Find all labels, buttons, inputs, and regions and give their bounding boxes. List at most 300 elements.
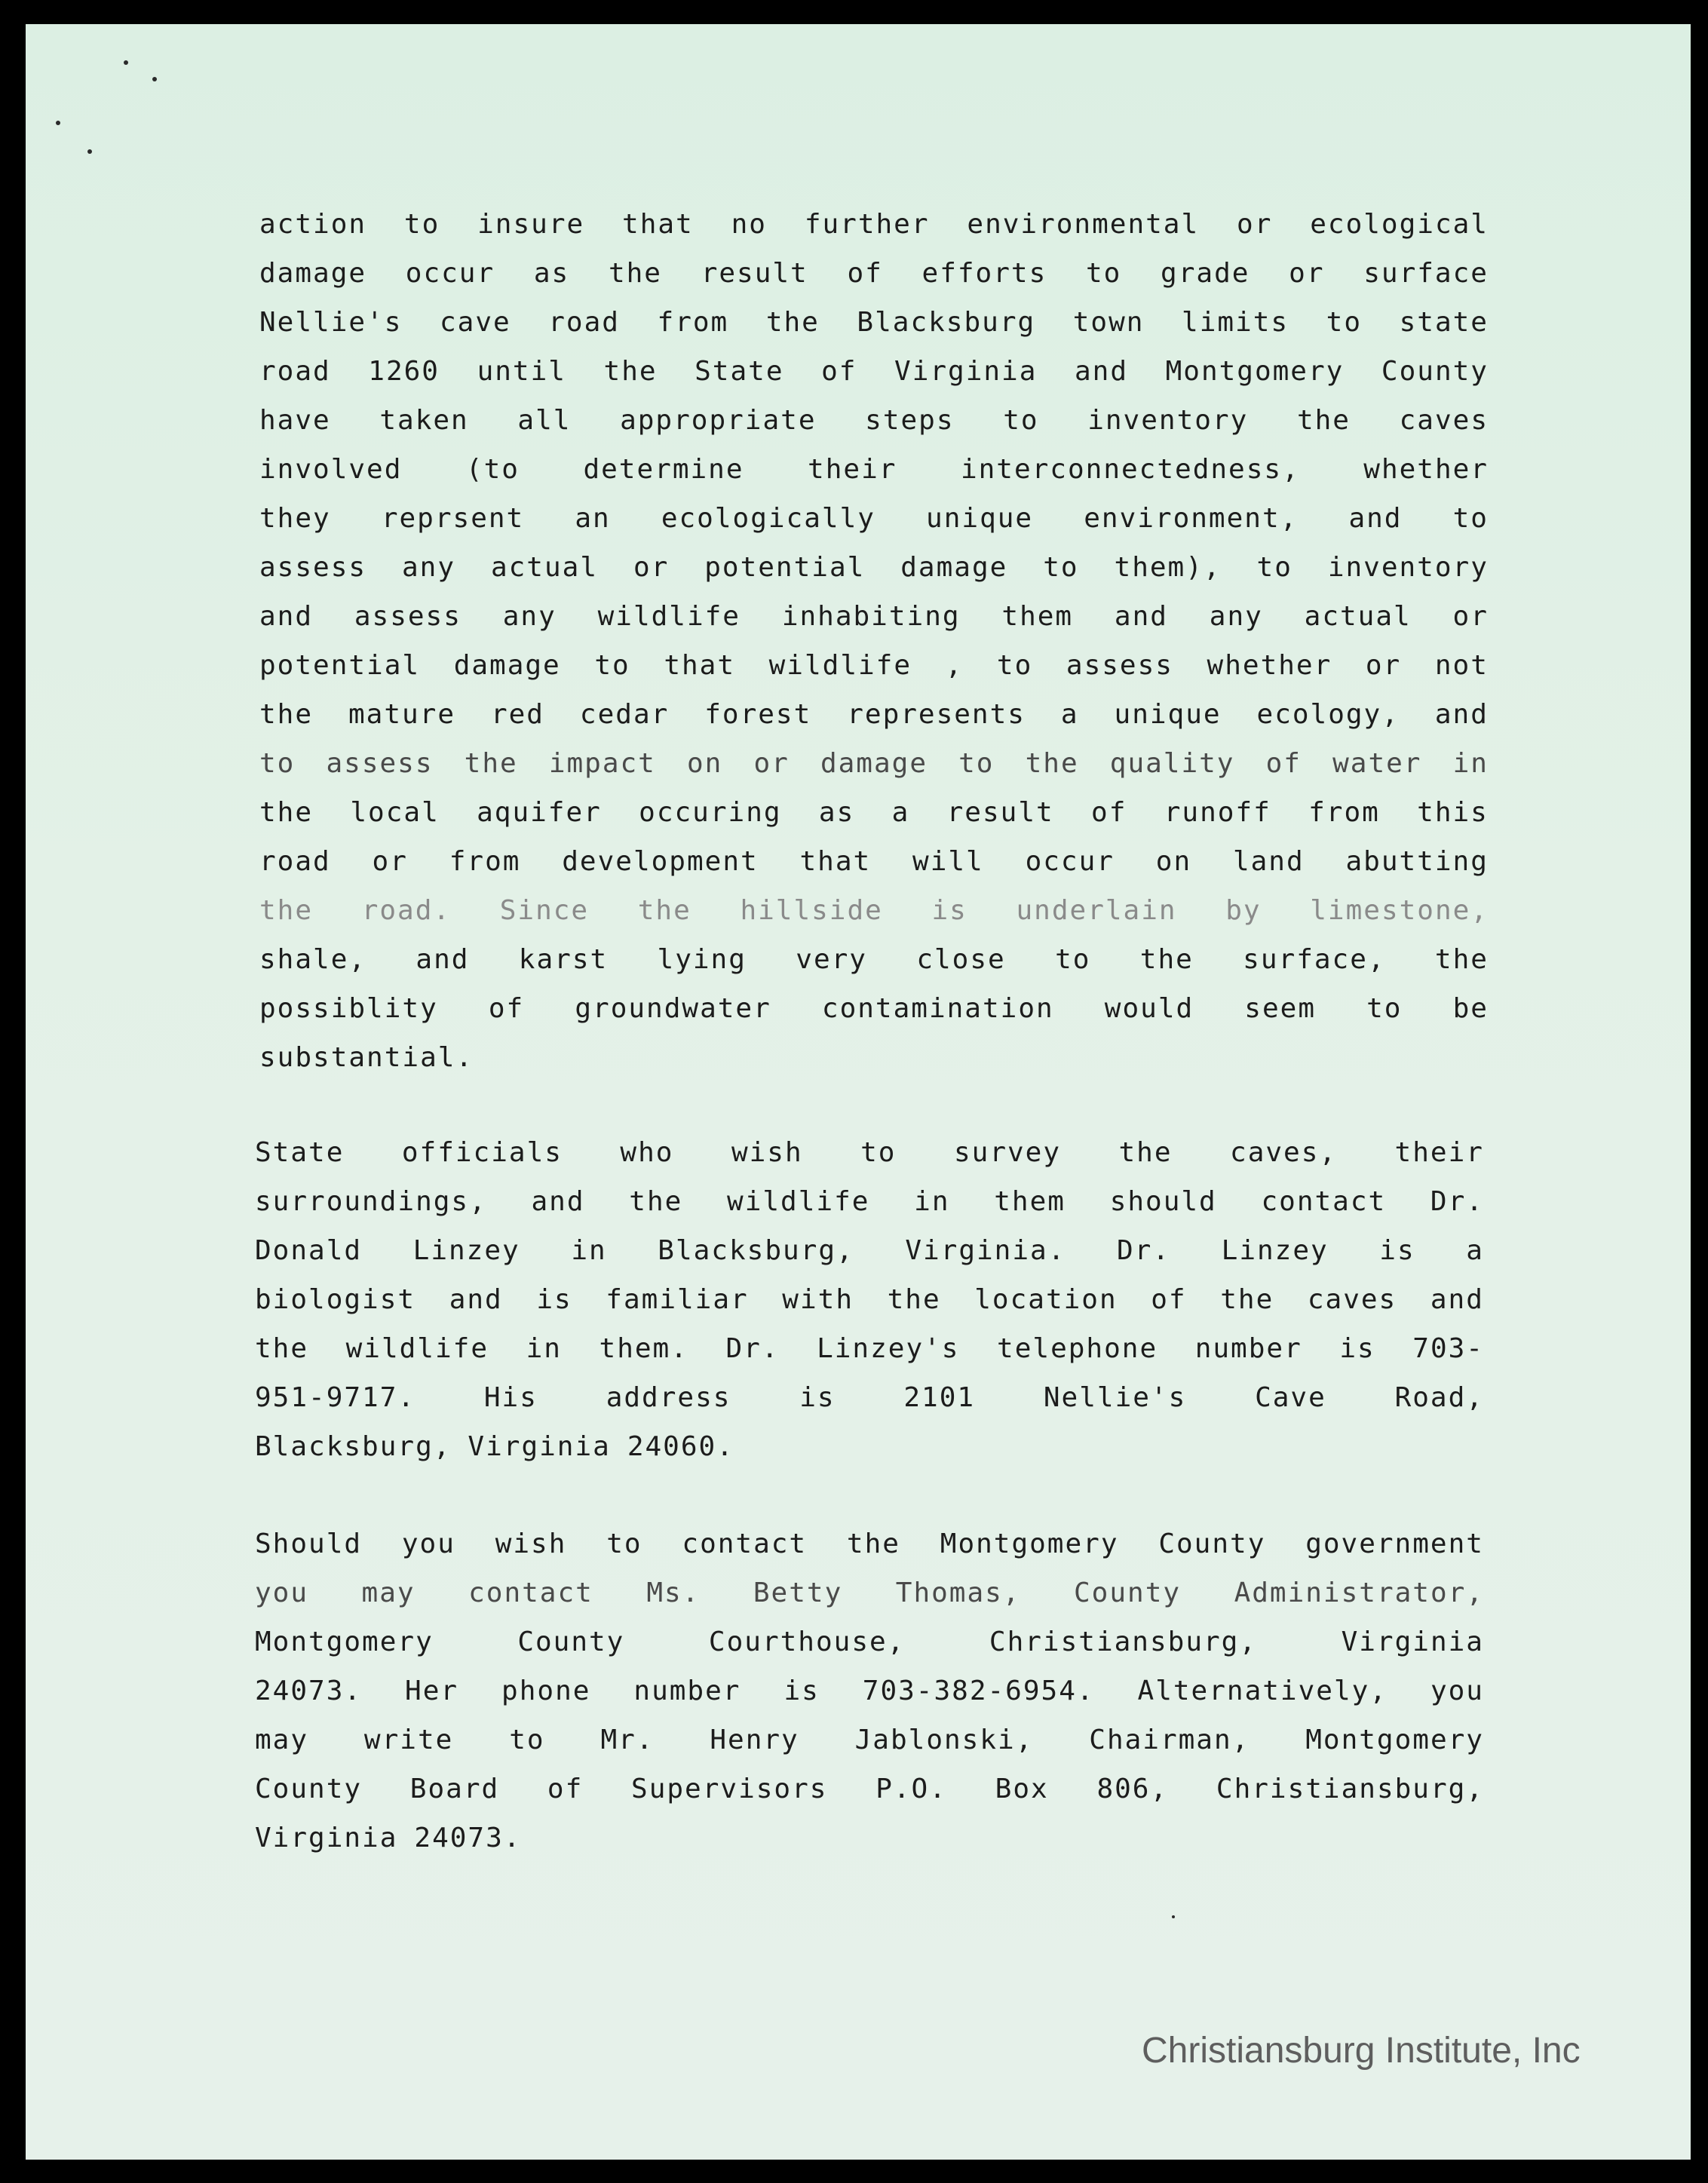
word: the: [637, 895, 691, 926]
word: potential: [259, 650, 421, 681]
word: is: [783, 1676, 820, 1706]
word: biologist: [255, 1284, 416, 1315]
word: road.: [361, 895, 452, 926]
word: local: [350, 797, 440, 828]
word: of: [488, 993, 525, 1024]
word: Since: [499, 895, 590, 926]
word: damage: [259, 258, 367, 289]
word: the: [255, 1333, 309, 1364]
text-line: [259, 592, 1489, 641]
word: close: [916, 944, 1006, 975]
word: to: [1085, 258, 1122, 289]
word: the: [887, 1284, 941, 1315]
word: or: [372, 846, 408, 877]
word: inventory: [1327, 552, 1489, 583]
word: Her: [405, 1676, 459, 1706]
word: of: [1091, 797, 1127, 828]
word: to: [403, 209, 440, 240]
text-line: [259, 641, 1489, 690]
word: lying: [657, 944, 747, 975]
word: or: [753, 748, 790, 779]
word: land: [1232, 846, 1305, 877]
word: 24060.: [627, 1431, 734, 1462]
text-line: [255, 1764, 1484, 1814]
text-line: [259, 837, 1489, 886]
text-line: [255, 1373, 1484, 1422]
word: Virginia: [1341, 1627, 1484, 1657]
word: and: [1430, 1284, 1484, 1315]
word: to: [996, 650, 1033, 681]
word: number: [633, 1676, 741, 1706]
word: insure: [477, 209, 585, 240]
text-line: [255, 1226, 1484, 1275]
word: unique: [926, 503, 1034, 534]
word: limestone,: [1310, 895, 1489, 926]
paper-speck: [56, 121, 60, 125]
word: aquifer: [477, 797, 602, 828]
word: Linzey: [1221, 1235, 1329, 1266]
word: and: [1114, 601, 1168, 632]
word: the: [629, 1186, 683, 1217]
word: possiblity: [259, 993, 438, 1024]
word: them),: [1114, 552, 1222, 583]
word: wildlife: [597, 601, 741, 632]
word: is: [1379, 1235, 1415, 1266]
word: of: [821, 356, 857, 387]
word: taken: [379, 405, 469, 436]
text-line: [259, 494, 1489, 543]
word: and: [259, 601, 314, 632]
text-line: [259, 1033, 1489, 1082]
word: contact: [468, 1577, 593, 1608]
word: should: [1109, 1186, 1217, 1217]
word: or: [1289, 258, 1325, 289]
word: Blacksburg,: [658, 1235, 854, 1266]
word: reprsent: [381, 503, 525, 534]
word: caves,: [1230, 1137, 1338, 1168]
word: steps: [865, 405, 955, 436]
word: damage: [820, 748, 928, 779]
word: the: [1434, 944, 1489, 975]
word: them: [994, 1186, 1066, 1217]
word: government: [1305, 1528, 1484, 1559]
word: County: [255, 1774, 363, 1804]
word: the: [608, 258, 662, 289]
paragraph-environmental-action: [259, 200, 1489, 1082]
word: may: [361, 1577, 416, 1608]
word: Betty: [753, 1577, 843, 1608]
word: Donald: [255, 1235, 363, 1266]
word: ecologically: [661, 503, 875, 534]
word: that: [799, 846, 872, 877]
word: occur: [1025, 846, 1115, 877]
word: in: [914, 1186, 950, 1217]
word: result: [946, 797, 1054, 828]
word: County: [517, 1627, 625, 1657]
word: Henry: [710, 1725, 799, 1755]
word: road: [259, 356, 331, 387]
word: very: [796, 944, 867, 975]
word: 24073.: [414, 1823, 522, 1853]
word: water: [1332, 748, 1422, 779]
word: involved: [259, 454, 403, 485]
word: to: [860, 1137, 897, 1168]
word: assess: [354, 601, 461, 632]
word: Administrator,: [1234, 1577, 1484, 1608]
word: from: [1308, 797, 1380, 828]
text-line: [255, 1519, 1484, 1568]
text-line: [255, 1814, 1484, 1863]
word: County: [1074, 1577, 1182, 1608]
word: Montgomery: [940, 1528, 1119, 1559]
word: until: [477, 356, 566, 387]
word: grade: [1161, 258, 1250, 289]
word: them.: [599, 1333, 688, 1364]
word: assess: [259, 552, 367, 583]
word: contact: [1261, 1186, 1387, 1217]
paper-speck: [87, 149, 92, 154]
word: or: [633, 552, 670, 583]
word: wildlife: [727, 1186, 870, 1217]
word: Dr.: [725, 1333, 780, 1364]
word: surroundings,: [255, 1186, 487, 1217]
word: State: [255, 1137, 345, 1168]
word: abutting: [1345, 846, 1489, 877]
word: environment,: [1084, 503, 1299, 534]
text-line: [259, 739, 1489, 788]
word: any: [1209, 601, 1263, 632]
word: to: [958, 748, 995, 779]
text-line: [259, 690, 1489, 739]
word: ecological: [1310, 209, 1489, 240]
word: and: [531, 1186, 585, 1217]
word: 806,: [1096, 1774, 1169, 1804]
word: write: [363, 1725, 454, 1755]
word: Blacksburg: [857, 307, 1036, 338]
word: Montgomery: [255, 1627, 434, 1657]
word: to: [594, 650, 630, 681]
word: to: [1452, 503, 1489, 534]
word: Thomas,: [895, 1577, 1021, 1608]
word: them: [1001, 601, 1074, 632]
text-line: [259, 886, 1489, 935]
word: may: [255, 1725, 309, 1755]
word: whether: [1207, 650, 1332, 681]
word: or: [1237, 209, 1273, 240]
word: 1260: [368, 356, 440, 387]
word: to: [1326, 307, 1363, 338]
word: any: [502, 601, 557, 632]
text-line: [259, 298, 1489, 347]
word: damage: [453, 650, 561, 681]
word: wildlife: [768, 650, 912, 681]
word: state: [1399, 307, 1489, 338]
word: the: [259, 699, 314, 730]
word: from: [449, 846, 521, 877]
word: you: [255, 1577, 309, 1608]
word: as: [818, 797, 855, 828]
word: of: [547, 1774, 584, 1804]
text-line: [259, 445, 1489, 494]
word: ,: [945, 650, 964, 681]
text-line: [255, 1568, 1484, 1617]
word: contamination: [821, 993, 1054, 1024]
word: occuring: [639, 797, 782, 828]
word: runoff: [1164, 797, 1271, 828]
word: Virginia: [894, 356, 1038, 387]
word: that: [664, 650, 736, 681]
word: Nellie's: [259, 307, 403, 338]
word: underlain: [1016, 895, 1177, 926]
word: the: [1220, 1284, 1274, 1315]
word: the: [765, 307, 820, 338]
archive-watermark: Christiansburg Institute, Inc: [1142, 2031, 1581, 2071]
word: red: [490, 699, 544, 730]
word: and: [449, 1284, 503, 1315]
word: Cave: [1255, 1382, 1326, 1413]
word: Courthouse,: [708, 1627, 906, 1657]
document-page: [26, 24, 1691, 2160]
word: as: [533, 258, 570, 289]
word: Board: [409, 1774, 500, 1804]
word: is: [536, 1284, 572, 1315]
word: their: [1394, 1137, 1484, 1168]
word: road: [548, 307, 620, 338]
word: karst: [518, 944, 609, 975]
word: Dr.: [1117, 1235, 1171, 1266]
paragraph-state-officials: [255, 1128, 1484, 1471]
text-line: [259, 984, 1489, 1033]
word: unique: [1114, 699, 1222, 730]
word: Virginia: [468, 1431, 611, 1462]
word: and: [416, 944, 470, 975]
word: potential: [704, 552, 866, 583]
word: Montgomery: [1305, 1725, 1484, 1755]
text-line: [259, 935, 1489, 984]
word: no: [731, 209, 767, 240]
text-line: [259, 200, 1489, 249]
text-line: [259, 396, 1489, 445]
word: by: [1225, 895, 1262, 926]
word: Alternatively,: [1137, 1676, 1388, 1706]
text-line: [255, 1422, 1484, 1471]
word: contact: [682, 1528, 808, 1559]
word: State: [695, 356, 784, 387]
word: Mr.: [600, 1725, 655, 1755]
word: actual: [1304, 601, 1412, 632]
text-line: [259, 543, 1489, 592]
word: (to: [465, 454, 520, 485]
word: or: [1365, 650, 1402, 681]
word: 951-9717.: [255, 1382, 416, 1413]
word: Road,: [1394, 1382, 1484, 1413]
word: the: [259, 797, 314, 828]
word: Montgomery: [1165, 356, 1345, 387]
word: Nellie's: [1043, 1382, 1187, 1413]
word: of: [1151, 1284, 1187, 1315]
word: 703-: [1412, 1333, 1484, 1364]
word: P.O.: [875, 1774, 947, 1804]
word: assess: [1066, 650, 1173, 681]
word: His: [483, 1382, 538, 1413]
word: action: [259, 209, 367, 240]
word: a: [1466, 1235, 1484, 1266]
word: you: [401, 1528, 455, 1559]
word: determine: [583, 454, 744, 485]
word: groundwater: [575, 993, 771, 1024]
word: is: [799, 1382, 836, 1413]
word: this: [1417, 797, 1489, 828]
word: cave: [439, 307, 511, 338]
word: appropriate: [620, 405, 817, 436]
word: the: [1118, 1137, 1173, 1168]
word: the: [1025, 748, 1079, 779]
word: Virginia: [255, 1823, 398, 1853]
word: further: [804, 209, 930, 240]
word: and: [1434, 699, 1489, 730]
word: you: [1430, 1676, 1484, 1706]
text-line: [259, 788, 1489, 837]
word: a: [1060, 699, 1079, 730]
word: surface: [1363, 258, 1489, 289]
paper-speck: [152, 77, 157, 81]
word: impact: [548, 748, 656, 779]
word: not: [1434, 650, 1489, 681]
word: whether: [1363, 454, 1489, 485]
word: be: [1452, 993, 1489, 1024]
text-line: [255, 1177, 1484, 1226]
word: Should: [255, 1528, 363, 1559]
word: a: [891, 797, 910, 828]
word: interconnectedness,: [960, 454, 1300, 485]
word: in: [571, 1235, 607, 1266]
word: surface,: [1243, 944, 1386, 975]
word: County: [1381, 356, 1489, 387]
word: and: [1074, 356, 1129, 387]
word: efforts: [921, 258, 1047, 289]
word: that: [622, 209, 694, 240]
word: to: [606, 1528, 642, 1559]
word: on: [1155, 846, 1192, 877]
word: Christiansburg,: [1216, 1774, 1484, 1804]
word: their: [808, 454, 897, 485]
word: have: [259, 405, 331, 436]
text-line: [259, 347, 1489, 396]
word: and: [1348, 503, 1403, 534]
paper-speck: [1172, 1915, 1175, 1918]
word: wish: [495, 1528, 567, 1559]
text-line: [255, 1128, 1484, 1177]
word: familiar: [606, 1284, 749, 1315]
word: they: [259, 503, 331, 534]
word: town: [1072, 307, 1145, 338]
word: who: [620, 1137, 674, 1168]
word: to: [509, 1725, 545, 1755]
word: Virginia.: [905, 1235, 1066, 1266]
word: road: [259, 846, 331, 877]
word: the: [1296, 405, 1351, 436]
word: development: [562, 846, 759, 877]
word: caves: [1399, 405, 1489, 436]
word: assess: [326, 748, 434, 779]
word: is: [1339, 1333, 1375, 1364]
word: is: [931, 895, 967, 926]
text-line: [259, 249, 1489, 298]
word: occur: [405, 258, 495, 289]
word: actual: [490, 552, 598, 583]
text-line: [255, 1666, 1484, 1715]
word: to: [1055, 944, 1091, 975]
word: from: [657, 307, 729, 338]
word: seem: [1244, 993, 1316, 1024]
word: or: [1452, 601, 1489, 632]
word: to: [259, 748, 296, 779]
word: Dr.: [1430, 1186, 1484, 1217]
word: Christiansburg,: [989, 1627, 1258, 1657]
word: Jablonski,: [854, 1725, 1034, 1755]
word: 24073.: [255, 1676, 363, 1706]
word: substantial.: [259, 1042, 474, 1073]
word: Linzey: [412, 1235, 520, 1266]
word: with: [782, 1284, 854, 1315]
word: inhabiting: [781, 601, 961, 632]
word: officials: [401, 1137, 563, 1168]
word: survey: [953, 1137, 1062, 1168]
paragraph-county-contact: [255, 1519, 1484, 1863]
word: Chairman,: [1089, 1725, 1250, 1755]
word: telephone: [997, 1333, 1158, 1364]
word: wish: [731, 1137, 803, 1168]
word: in: [1452, 748, 1489, 779]
word: shale,: [259, 944, 367, 975]
word: wildlife: [345, 1333, 489, 1364]
word: will: [912, 846, 984, 877]
word: represents: [847, 699, 1026, 730]
paper-speck: [124, 60, 128, 65]
word: environmental: [967, 209, 1200, 240]
word: any: [401, 552, 456, 583]
word: the: [259, 895, 314, 926]
word: caves: [1307, 1284, 1397, 1315]
word: number: [1194, 1333, 1302, 1364]
word: mature: [348, 699, 456, 730]
word: cedar: [579, 699, 670, 730]
word: location: [974, 1284, 1118, 1315]
word: of: [1265, 748, 1302, 779]
word: all: [517, 405, 572, 436]
word: Blacksburg,: [255, 1431, 452, 1462]
word: the: [464, 748, 518, 779]
word: to: [1043, 552, 1079, 583]
word: forest: [704, 699, 812, 730]
text-line: [255, 1715, 1484, 1764]
word: the: [603, 356, 658, 387]
word: County: [1158, 1528, 1266, 1559]
word: to: [1366, 993, 1403, 1024]
word: result: [701, 258, 808, 289]
word: damage: [900, 552, 1008, 583]
word: 2101: [903, 1382, 976, 1413]
text-line: [255, 1275, 1484, 1324]
word: in: [526, 1333, 562, 1364]
word: Box: [995, 1774, 1049, 1804]
word: the: [1139, 944, 1194, 975]
word: to: [1003, 405, 1039, 436]
word: to: [1256, 552, 1292, 583]
word: the: [846, 1528, 900, 1559]
word: an: [575, 503, 611, 534]
word: quality: [1109, 748, 1235, 779]
